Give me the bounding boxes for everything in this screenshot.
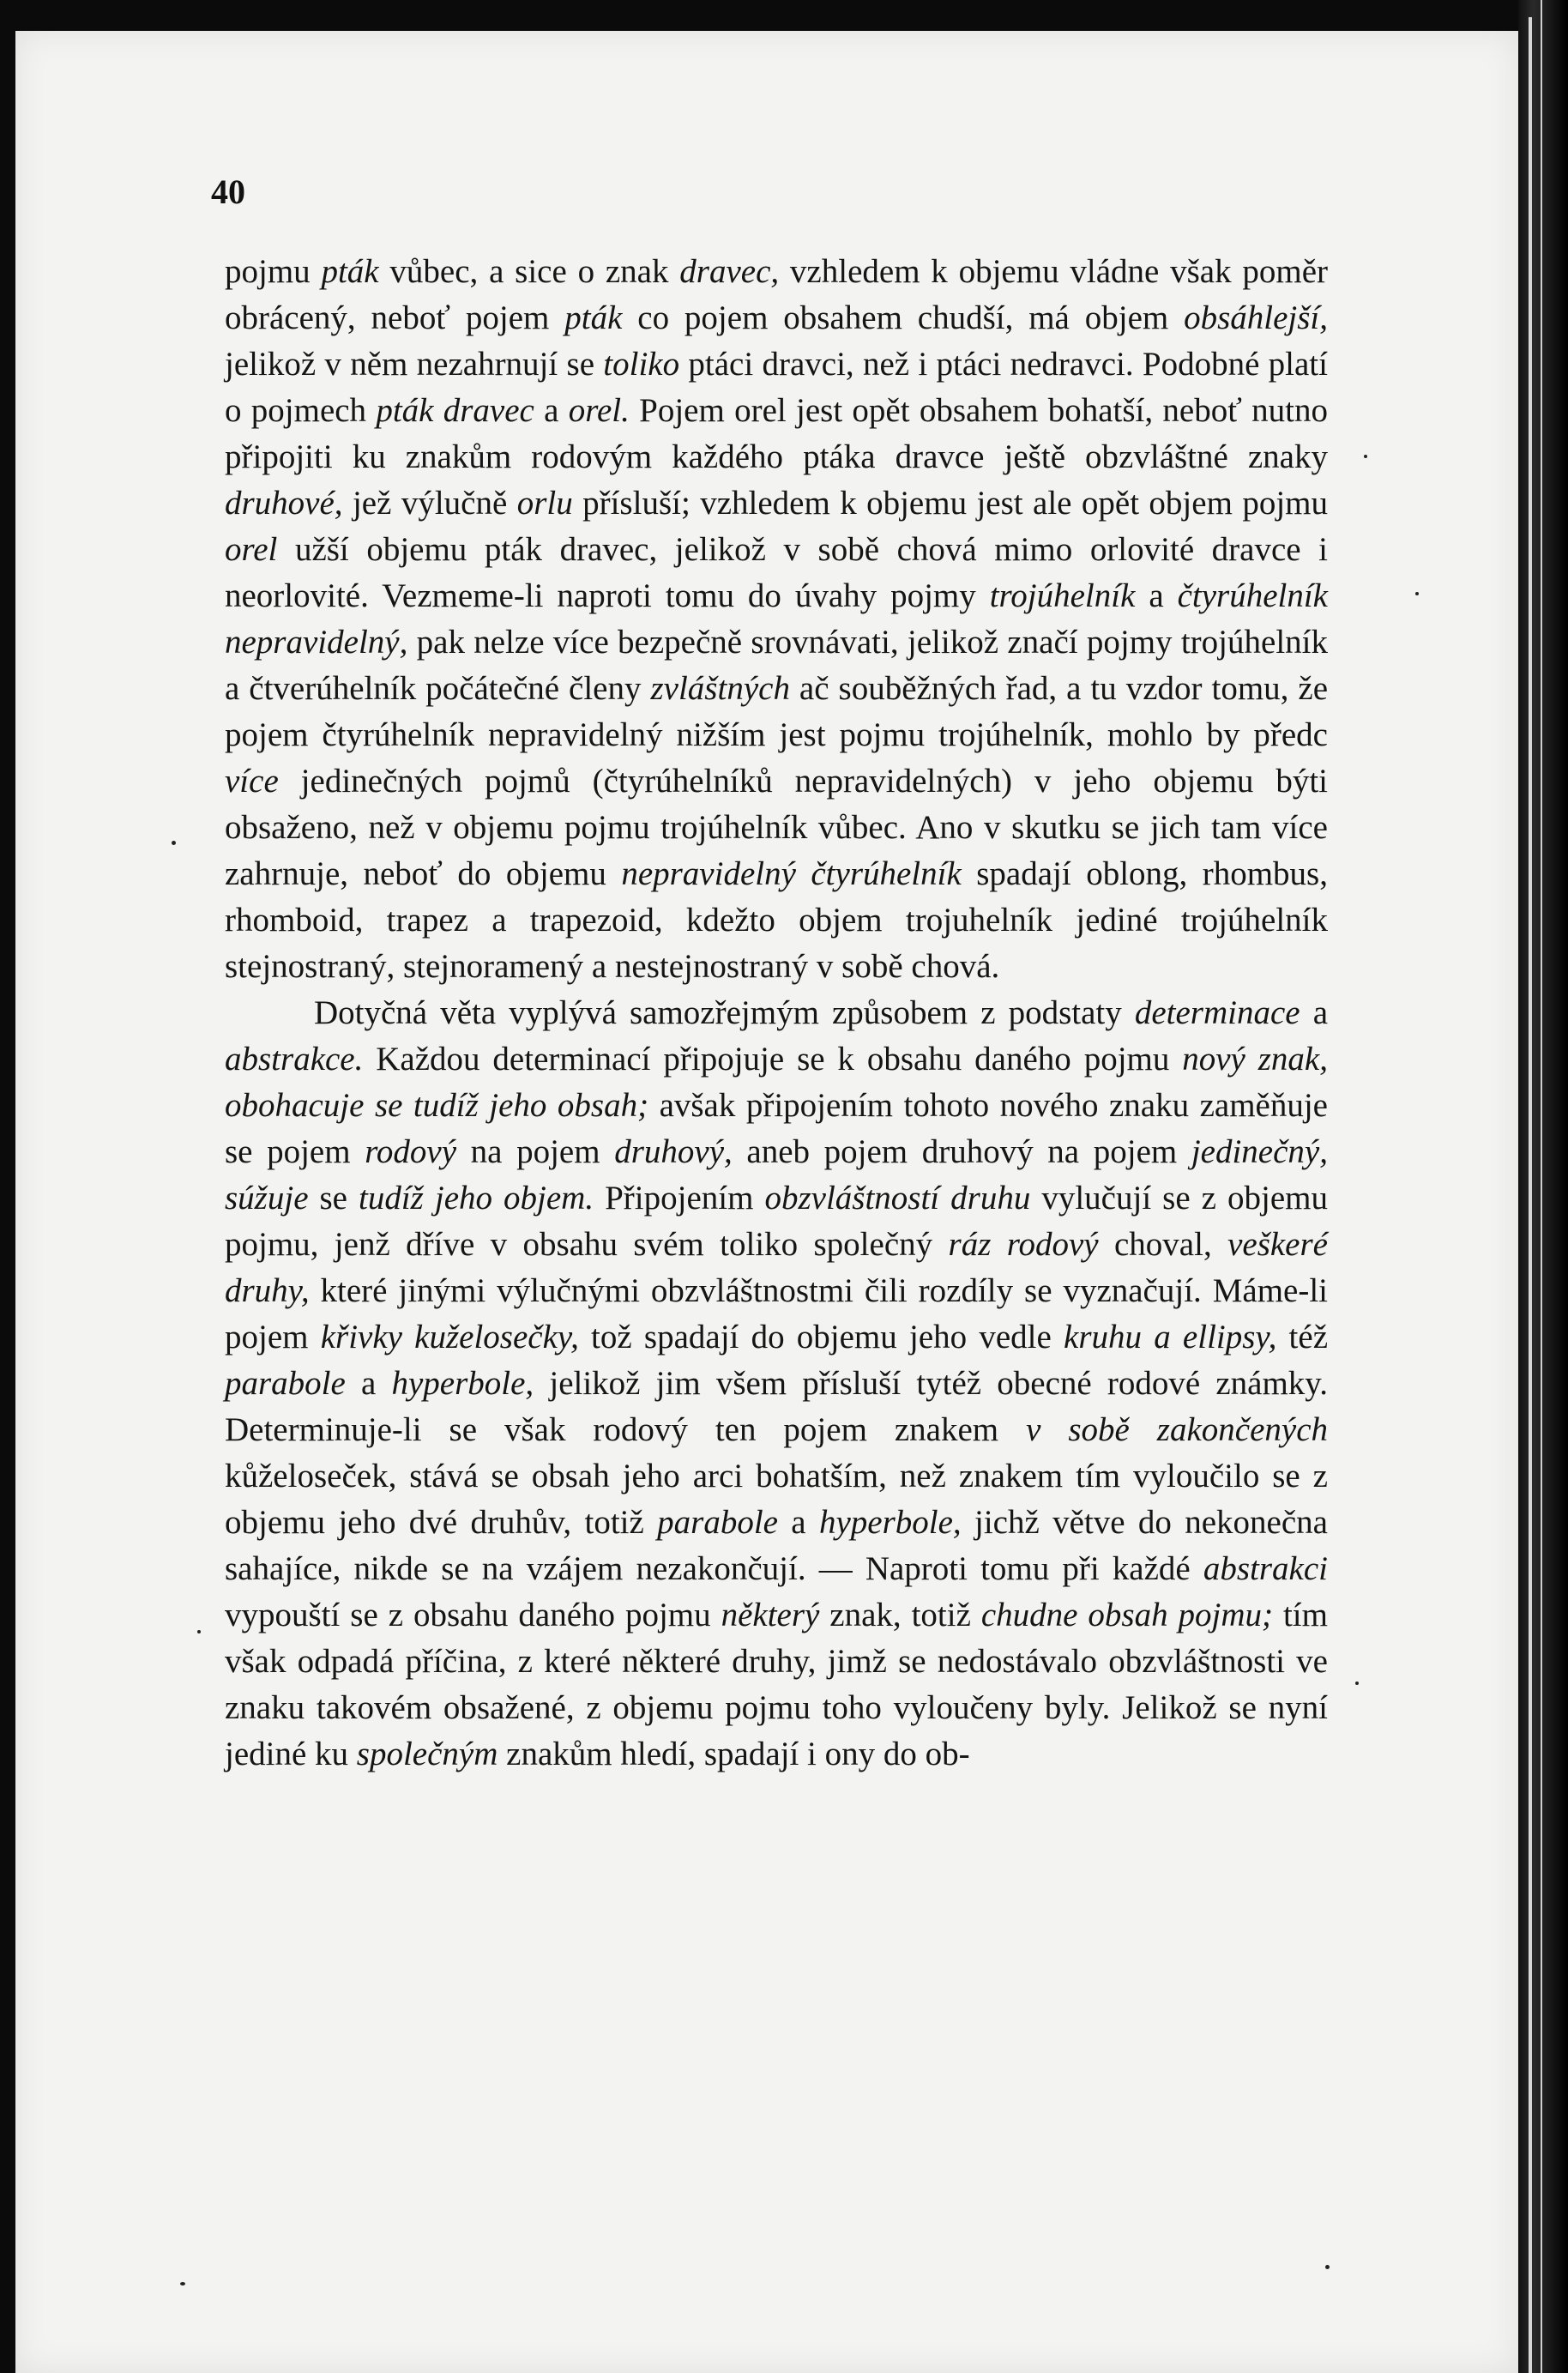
text-run: přísluší; vzhledem k objemu jest ale opět objem pojmu	[572, 485, 1328, 522]
text-run: a	[534, 392, 569, 429]
italic-term: křivky kuželosečky,	[320, 1319, 579, 1356]
text-run: na pojem	[456, 1133, 615, 1170]
italic-term: orlu	[516, 485, 573, 522]
italic-term: trojúhelník	[989, 577, 1136, 614]
text-run: užší objemu pták dravec, jelikož v sobě chová mimo orlovité dravce i neorlovité. Vezmeme-li naproti tomu do úvahy pojmy	[225, 531, 1328, 614]
body-text	[225, 249, 1328, 1778]
text-run: a	[777, 1504, 819, 1541]
text-run: tím však odpadá příčina, z které některé druhy, jimž se nedostávalo obzvláštnosti ve znaku takovém obsažené, z objemu pojmu toho vyloučeny byly. Jelikož se nyní jediné ku	[225, 1597, 1328, 1772]
text-run: vzhledem k objemu vládne však poměr obrácený, neboť pojem	[225, 253, 1329, 336]
italic-term: pták dravec	[376, 392, 534, 429]
italic-term: více	[225, 763, 279, 800]
italic-term: orel	[225, 531, 278, 568]
italic-term: tudíž jeho objem.	[359, 1180, 594, 1217]
italic-term: parabole	[225, 1365, 346, 1402]
text-run: ač souběžných řad, a tu vzdor tomu, že pojem čtyrúhelník nepravidelný nižším jest pojmu trojúhelník, mohlo by předc	[225, 670, 1329, 753]
italic-term: kruhu a ellipsy,	[1064, 1319, 1277, 1356]
italic-term: nový znak,	[1182, 1041, 1328, 1078]
italic-term: súžuje	[225, 1180, 309, 1217]
text-run: choval,	[1098, 1226, 1228, 1263]
text-run: jelikož v něm nezahrnují se	[225, 346, 604, 383]
italic-term: druhové,	[225, 485, 343, 522]
italic-term: parabole	[657, 1504, 778, 1541]
italic-term: dravec,	[679, 253, 780, 290]
scan-edge-line-secondary	[1541, 0, 1542, 2373]
text-run: spadají oblong, rhombus, rhomboid, trapez a trapezoid, kdežto objem trojuhelník jediné trojúhelník stejnostraný, stejnoramený a nestejnostraný v sobě chová.	[225, 855, 1328, 985]
italic-term: pták	[321, 253, 379, 290]
text-run: a	[1135, 577, 1178, 614]
text-run: a	[345, 1365, 392, 1402]
italic-term: nepravidelný čtyrúhelník	[621, 855, 962, 892]
italic-term: abstrakci	[1203, 1550, 1328, 1587]
italic-term: obzvláštností druhu	[764, 1180, 1031, 1217]
text-run: tož spadají do objemu jeho vedle	[578, 1319, 1064, 1356]
text-run: Každou determinací připojuje se k obsahu daného pojmu	[363, 1041, 1183, 1078]
text-run: jelikož jim všem přísluší tytéž obecné rodové známky. Determinuje-li se však rodový ten pojem znakem	[225, 1365, 1329, 1448]
text-run: vůbec, a sice o znak	[378, 253, 680, 290]
italic-term: abstrakce.	[225, 1041, 364, 1078]
text-run: jichž větve do nekonečna sahajíce, nikde se na vzájem nezakončují. — Naproti tomu při každé	[225, 1504, 1328, 1587]
page-number: 40	[211, 172, 245, 211]
text-run: co pojem obsahem chudší, má objem	[622, 299, 1185, 336]
text-run: vypouští se z obsahu daného pojmu	[225, 1597, 721, 1633]
text-run: kůželoseček, stává se obsah jeho arci bohatším, než znakem tím vyloučilo se z objemu jeho dvé druhův, totiž	[225, 1458, 1328, 1541]
italic-term: ráz rodový	[948, 1226, 1099, 1263]
text-run: a	[1300, 994, 1329, 1031]
text-run: pojmu	[225, 253, 322, 290]
text-run: též	[1276, 1319, 1329, 1356]
text-run: Připojením	[594, 1180, 765, 1217]
text-run: aneb pojem druhový na pojem	[732, 1133, 1191, 1170]
italic-term: rodový	[365, 1133, 457, 1170]
text-run: vylučují se z objemu pojmu, jenž dříve v obsahu svém toliko společný	[225, 1180, 1328, 1263]
scan-edge-line	[1529, 17, 1532, 2373]
text-run: avšak připojením tohoto nového znaku zaměňuje se pojem	[225, 1087, 1328, 1170]
italic-term: společným	[356, 1736, 498, 1772]
italic-term: chudne obsah pojmu;	[980, 1597, 1274, 1633]
paragraph-2	[225, 990, 1328, 1778]
paragraph-1	[225, 249, 1328, 990]
italic-term: druhový,	[614, 1133, 733, 1170]
italic-term: obohacuje se tudíž jeho obsah;	[225, 1087, 649, 1124]
text-run: které jinými výlučnými obzvláštnostmi čili rozdíly se vyznačují. Máme-li pojem	[225, 1272, 1328, 1356]
italic-term: hyperbole,	[818, 1504, 962, 1541]
italic-term: veškeré druhy,	[225, 1226, 1328, 1309]
italic-term: pták	[564, 299, 623, 336]
text-run: se	[308, 1180, 359, 1217]
text-run: jedinečných pojmů (čtyrúhelníků nepravidelných) v jeho objemu býti obsaženo, než v objemu pojmu trojúhelník vůbec. Ano v skutku se jich tam více zahrnuje, neboť do objemu	[225, 763, 1328, 892]
italic-term: zvláštných	[650, 670, 790, 707]
italic-term: obsáhlejší,	[1184, 299, 1329, 336]
text-run: ptáci dravci, než i ptáci nedravci. Podobné platí o pojmech	[225, 346, 1328, 429]
text-run: Dotyčná věta vyplývá samozřejmým způsobem z podstaty	[314, 994, 1135, 1031]
text-run: znakům hledí, spadají i ony do ob-	[498, 1736, 970, 1772]
scan-right-edge	[1518, 0, 1568, 2373]
italic-term: orel.	[568, 392, 630, 429]
italic-term: v sobě zakončených	[1026, 1411, 1328, 1448]
italic-term: determinace	[1134, 994, 1300, 1031]
italic-term: jedinečný,	[1191, 1133, 1328, 1170]
italic-term: toliko	[603, 346, 680, 383]
italic-term: hyperbole,	[391, 1365, 534, 1402]
italic-term: některý	[721, 1597, 820, 1633]
text-run: znak, totiž	[819, 1597, 981, 1633]
text-run: Pojem orel jest opět obsahem bohatší, neboť nutno připojiti ku znakům rodovým každého ptáka dravce ještě obzvláštné znaky	[225, 392, 1328, 475]
italic-term: čtyrúhelník nepravidelný,	[225, 577, 1328, 661]
text-run: pak nelze více bezpečně srovnávati, jelikož značí pojmy trojúhelník a čtverúhelník počátečné členy	[225, 624, 1328, 707]
text-run: jež výlučně	[342, 485, 517, 522]
